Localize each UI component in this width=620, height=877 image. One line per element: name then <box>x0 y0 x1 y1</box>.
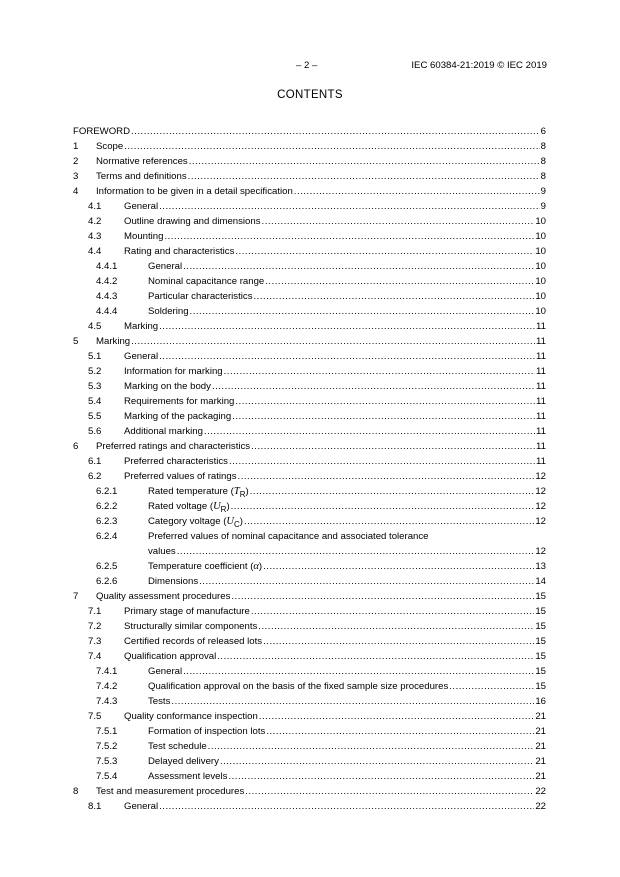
toc-row[interactable] <box>73 619 546 634</box>
toc-page-number: 11 <box>536 336 546 347</box>
toc-page-number: 14 <box>535 576 546 587</box>
toc-entry-number: 6.2.5 <box>96 561 118 572</box>
toc-entry-number: 5.4 <box>88 396 102 407</box>
toc-entry-number: 6.2.1 <box>96 486 118 497</box>
toc-entry-title: General <box>148 261 183 272</box>
toc-entry-number: 5.3 <box>88 381 102 392</box>
toc-entry <box>124 649 546 664</box>
toc-entry-title: Scope <box>96 141 124 152</box>
dot-leader <box>231 589 534 604</box>
toc-entry-number: 4.4.3 <box>96 291 118 302</box>
toc-entry-title: Category voltage $(U_C)$ <box>148 516 243 529</box>
toc-row[interactable] <box>73 394 546 409</box>
math-symbol: U <box>213 501 221 512</box>
toc-row[interactable] <box>73 754 546 769</box>
toc-row[interactable] <box>73 664 546 679</box>
toc-entry <box>96 589 546 604</box>
toc-row[interactable] <box>73 679 546 694</box>
toc-entry <box>124 454 546 469</box>
toc-page-number: 21 <box>535 756 546 767</box>
toc-entry-title: General <box>124 351 159 362</box>
toc-page-number: 10 <box>535 216 546 227</box>
toc-row[interactable] <box>73 784 546 799</box>
toc-entry-title-continued: values <box>148 546 176 557</box>
toc-entry-number: 7.4.2 <box>96 681 118 692</box>
toc-row[interactable] <box>73 214 546 229</box>
dot-leader <box>262 214 535 229</box>
toc-page-number: 10 <box>535 261 546 272</box>
toc-entry-title: Rated temperature $(T_R)$ <box>148 486 249 499</box>
toc-entry <box>148 289 546 304</box>
toc-page-number: 9 <box>540 186 546 197</box>
toc-entry-number: 6.2.2 <box>96 501 118 512</box>
toc-entry-number: 7.5.3 <box>96 756 118 767</box>
dot-leader <box>159 799 534 814</box>
toc-row[interactable] <box>73 604 546 619</box>
toc-entry <box>124 244 546 259</box>
toc-row[interactable] <box>73 499 546 514</box>
toc-entry-number: 5.6 <box>88 426 102 437</box>
toc-entry <box>148 694 546 709</box>
toc-entry <box>124 379 546 394</box>
dot-leader <box>265 274 534 289</box>
toc-entry-title: Marking <box>124 321 159 332</box>
toc-entry-title: Quality assessment procedures <box>96 591 231 602</box>
dot-leader <box>204 424 535 439</box>
toc-page-number: 10 <box>535 276 546 287</box>
toc-entry <box>148 769 546 784</box>
toc-page-number: 11 <box>536 441 546 452</box>
toc-entry-title: Preferred ratings and characteristics <box>96 441 251 452</box>
dot-leader <box>259 709 534 724</box>
toc-page-number: 21 <box>535 771 546 782</box>
toc-row[interactable] <box>73 289 546 304</box>
toc-row[interactable] <box>73 274 546 289</box>
toc-entry <box>148 559 546 574</box>
toc-entry-number: 7.5.4 <box>96 771 118 782</box>
dot-leader <box>159 349 535 364</box>
toc-page-number: 21 <box>535 711 546 722</box>
toc-row[interactable] <box>73 319 546 334</box>
toc-entry-number: 4.1 <box>88 201 102 212</box>
dot-leader <box>164 229 534 244</box>
toc-entry-title: Primary stage of manufacture <box>124 606 250 617</box>
toc-entry-title: Preferred values of ratings <box>124 471 237 482</box>
toc-entry-title: Rating and characteristics <box>124 246 235 257</box>
toc-entry <box>124 604 546 619</box>
toc-entry-title: Soldering <box>148 306 189 317</box>
toc-entry <box>124 469 546 484</box>
toc-entry <box>124 634 546 649</box>
toc-page-number: 10 <box>535 231 546 242</box>
toc-row[interactable] <box>73 364 546 379</box>
toc-entry <box>148 274 546 289</box>
toc-entry-title: Information to be given in a detail specification <box>96 186 293 197</box>
toc-entry-title: Test schedule <box>148 741 207 752</box>
toc-row[interactable] <box>73 589 546 604</box>
toc-entry-number: 7.2 <box>88 621 102 632</box>
toc-entry-number: 7.4.1 <box>96 666 118 677</box>
toc-row[interactable] <box>73 199 546 214</box>
dot-leader <box>124 139 539 154</box>
toc-page-number: 11 <box>536 396 546 407</box>
toc-row[interactable] <box>73 469 546 484</box>
math-symbol: U <box>226 516 234 527</box>
dot-leader <box>294 184 540 199</box>
toc-entry-title: Test and measurement procedures <box>96 786 245 797</box>
toc-entry-number: 7.5 <box>88 711 102 722</box>
toc-entry-title: Quality conformance inspection <box>124 711 258 722</box>
toc-page-number: 11 <box>536 366 546 377</box>
toc-page-number: 15 <box>535 666 546 677</box>
toc-entry <box>96 154 546 169</box>
dot-leader <box>235 244 534 259</box>
toc-page-number: 12 <box>535 471 546 482</box>
toc-row[interactable] <box>73 124 546 139</box>
toc-entry-title: General <box>124 801 159 812</box>
dot-leader <box>251 439 535 454</box>
toc-entry <box>148 724 546 739</box>
dot-leader <box>228 769 534 784</box>
dot-leader <box>251 604 534 619</box>
toc-row[interactable] <box>73 454 546 469</box>
toc-page-number: 21 <box>535 741 546 752</box>
toc-entry <box>124 619 546 634</box>
toc-entry-number: 5 <box>73 336 79 347</box>
dot-leader <box>212 379 535 394</box>
toc-row[interactable] <box>73 799 546 814</box>
toc-entry <box>96 784 546 799</box>
toc-entry-title: Tests <box>148 696 171 707</box>
math-subscript: R <box>239 489 246 499</box>
toc-entry <box>96 439 546 454</box>
toc-row[interactable] <box>73 139 546 154</box>
toc-entry-title: Preferred characteristics <box>124 456 228 467</box>
toc-row[interactable] <box>73 379 546 394</box>
toc-entry <box>124 199 546 214</box>
toc-entry-title: Dimensions <box>148 576 199 587</box>
dot-leader <box>245 784 534 799</box>
dot-leader <box>183 259 534 274</box>
dot-leader <box>449 679 534 694</box>
toc-entry-title: Qualification approval on the basis of the fixed sample size procedures <box>148 681 449 692</box>
toc-row[interactable] <box>73 409 546 424</box>
toc-entry-title: Normative references <box>96 156 188 167</box>
toc-entry <box>148 529 546 559</box>
toc-page-number: 15 <box>535 651 546 662</box>
toc-entry <box>148 664 546 679</box>
toc-entry-title: Terms and definitions <box>96 171 187 182</box>
toc-entry-number: 7 <box>73 591 79 602</box>
toc-row[interactable] <box>73 559 546 574</box>
toc-entry-number: 4.4 <box>88 246 102 257</box>
toc-entry <box>124 424 546 439</box>
toc-entry <box>124 214 546 229</box>
toc-page-number: 9 <box>540 201 546 212</box>
page-number: – 2 – <box>296 60 318 71</box>
toc-entry-title: Structurally similar components <box>124 621 258 632</box>
toc-row[interactable] <box>73 439 546 454</box>
toc-entry-number: 5.5 <box>88 411 102 422</box>
math-subscript: C <box>233 519 240 529</box>
dot-leader <box>263 634 534 649</box>
dot-leader <box>159 319 535 334</box>
toc-entry-title: Rated voltage $(U_R)$ <box>148 501 230 514</box>
toc-entry-title: Mounting <box>124 231 164 242</box>
toc-entry-number: 4.3 <box>88 231 102 242</box>
toc-entry-number: 5.2 <box>88 366 102 377</box>
toc-entry-title: Additional marking <box>124 426 203 437</box>
toc-entry-number: 7.1 <box>88 606 102 617</box>
toc-entry-title: Qualification approval <box>124 651 217 662</box>
toc-entry-title: FOREWORD <box>73 126 131 137</box>
toc-row[interactable] <box>73 724 546 739</box>
toc-entry-number: 1 <box>73 141 79 152</box>
dot-leader <box>183 664 534 679</box>
toc-row[interactable] <box>73 334 546 349</box>
table-of-contents <box>73 124 546 814</box>
toc-row[interactable] <box>73 739 546 754</box>
toc-entry-title: Requirements for marking <box>124 396 235 407</box>
toc-page-number: 16 <box>535 696 546 707</box>
toc-entry <box>148 304 546 319</box>
toc-entry-title: General <box>124 201 159 212</box>
toc-page-number: 12 <box>535 516 546 527</box>
toc-entry-title: Marking <box>96 336 131 347</box>
toc-entry-number: 7.4 <box>88 651 102 662</box>
toc-entry-title: Delayed delivery <box>148 756 219 767</box>
dot-leader <box>258 619 534 634</box>
toc-entry-number: 8 <box>73 786 79 797</box>
dot-leader <box>254 289 535 304</box>
toc-entry-title: Information for marking <box>124 366 223 377</box>
dot-leader <box>171 694 534 709</box>
toc-entry <box>148 259 546 274</box>
toc-entry-number: 5.1 <box>88 351 102 362</box>
toc-page-number: 12 <box>535 546 546 557</box>
toc-row[interactable] <box>73 169 546 184</box>
toc-page-number: 11 <box>536 351 546 362</box>
toc-page-number: 15 <box>535 681 546 692</box>
toc-row[interactable] <box>73 574 546 589</box>
toc-entry-number: 6 <box>73 441 79 452</box>
toc-page-number: 12 <box>535 501 546 512</box>
page-title: CONTENTS <box>277 89 343 101</box>
toc-page-number: 11 <box>536 456 546 467</box>
toc-entry-number: 4.4.1 <box>96 261 118 272</box>
toc-entry-number: 6.1 <box>88 456 102 467</box>
toc-row[interactable] <box>73 349 546 364</box>
toc-entry-number: 6.2.4 <box>96 531 118 542</box>
toc-page-number: 6 <box>540 126 546 137</box>
toc-entry <box>124 319 546 334</box>
toc-entry-number: 4.4.4 <box>96 306 118 317</box>
dot-leader <box>190 304 535 319</box>
toc-entry <box>124 364 546 379</box>
toc-page-number: 12 <box>535 486 546 497</box>
toc-row[interactable] <box>73 229 546 244</box>
dot-leader <box>189 154 540 169</box>
toc-page-number: 22 <box>535 786 546 797</box>
dot-leader <box>131 334 535 349</box>
toc-entry <box>124 349 546 364</box>
toc-page-number: 21 <box>535 726 546 737</box>
document-reference: IEC 60384-21:2019 © IEC 2019 <box>411 60 547 71</box>
dot-leader <box>131 124 540 139</box>
toc-entry <box>96 184 546 199</box>
toc-entry <box>124 799 546 814</box>
toc-entry-number: 2 <box>73 156 79 167</box>
dot-leader <box>159 199 540 214</box>
toc-entry-number: 4 <box>73 186 79 197</box>
dot-leader <box>244 514 534 529</box>
math-symbol: T <box>233 486 240 497</box>
toc-page-number: 10 <box>535 246 546 257</box>
toc-entry <box>148 739 546 754</box>
toc-entry-number: 7.4.3 <box>96 696 118 707</box>
toc-row[interactable] <box>73 514 546 529</box>
toc-row[interactable] <box>73 649 546 664</box>
toc-entry-title: Outline drawing and dimensions <box>124 216 261 227</box>
toc-entry-number: 4.4.2 <box>96 276 118 287</box>
toc-row[interactable] <box>73 709 546 724</box>
toc-page-number: 15 <box>535 636 546 647</box>
dot-leader <box>266 724 534 739</box>
toc-entry-title: Formation of inspection lots <box>148 726 266 737</box>
toc-entry-number: 7.5.1 <box>96 726 118 737</box>
toc-entry-number: 4.5 <box>88 321 102 332</box>
toc-entry <box>96 139 546 154</box>
toc-page-number: 10 <box>535 306 546 317</box>
toc-page-number: 8 <box>540 171 546 182</box>
toc-entry <box>124 709 546 724</box>
dot-leader <box>220 754 534 769</box>
toc-entry <box>96 169 546 184</box>
toc-entry <box>124 394 546 409</box>
dot-leader <box>231 499 535 514</box>
toc-row[interactable] <box>73 184 546 199</box>
toc-row[interactable] <box>73 424 546 439</box>
toc-entry-title: General <box>148 666 183 677</box>
toc-entry-title: Assessment levels <box>148 771 228 782</box>
toc-row[interactable] <box>73 634 546 649</box>
toc-entry <box>124 409 546 424</box>
dot-leader <box>188 169 540 184</box>
toc-page-number: 11 <box>536 426 546 437</box>
toc-entry-number: 6.2.3 <box>96 516 118 527</box>
toc-entry-title: Nominal capacitance range <box>148 276 265 287</box>
toc-page-number: 22 <box>535 801 546 812</box>
toc-page-number: 8 <box>540 141 546 152</box>
toc-entry-title: Marking of the packaging <box>124 411 232 422</box>
toc-page-number: 15 <box>535 621 546 632</box>
dot-leader <box>263 559 534 574</box>
toc-row[interactable] <box>73 694 546 709</box>
toc-entry <box>124 229 546 244</box>
toc-entry-title: Temperature coefficient (α) <box>148 561 263 572</box>
toc-entry <box>73 124 546 139</box>
dot-leader <box>232 409 535 424</box>
toc-entry-title: Certified records of released lots <box>124 636 263 647</box>
toc-page-number: 11 <box>536 381 546 392</box>
toc-entry-number: 3 <box>73 171 79 182</box>
dot-leader <box>208 739 535 754</box>
toc-entry <box>96 334 546 349</box>
toc-entry <box>148 679 546 694</box>
toc-row[interactable] <box>73 304 546 319</box>
dot-leader <box>235 394 535 409</box>
toc-entry-number: 8.1 <box>88 801 102 812</box>
toc-row[interactable] <box>73 154 546 169</box>
toc-page-number: 13 <box>535 561 546 572</box>
toc-row[interactable] <box>73 529 546 559</box>
toc-entry-title: Particular characteristics <box>148 291 253 302</box>
toc-page-number: 15 <box>535 606 546 617</box>
math-subscript: R <box>220 504 227 514</box>
toc-row[interactable] <box>73 259 546 274</box>
toc-entry-number: 4.2 <box>88 216 102 227</box>
toc-page-number: 11 <box>536 411 546 422</box>
toc-page-number: 15 <box>535 591 546 602</box>
toc-row[interactable] <box>73 244 546 259</box>
dot-leader <box>177 544 535 559</box>
toc-entry-title: Preferred values of nominal capacitance and associated tolerance <box>148 531 429 542</box>
toc-entry-number: 7.3 <box>88 636 102 647</box>
math-symbol: α <box>253 561 259 572</box>
dot-leader <box>224 364 535 379</box>
toc-entry-number: 7.5.2 <box>96 741 118 752</box>
toc-entry-title: Marking on the body <box>124 381 211 392</box>
toc-page-number: 11 <box>536 321 546 332</box>
dot-leader <box>238 469 535 484</box>
toc-page-number: 8 <box>540 156 546 167</box>
toc-row[interactable] <box>73 769 546 784</box>
toc-entry <box>148 754 546 769</box>
page-header <box>0 60 620 74</box>
dot-leader <box>250 484 535 499</box>
dot-leader <box>229 454 535 469</box>
toc-entry-number: 6.2.6 <box>96 576 118 587</box>
toc-entry <box>148 574 546 589</box>
toc-row[interactable] <box>73 484 546 499</box>
dot-leader <box>199 574 534 589</box>
toc-page-number: 10 <box>535 291 546 302</box>
toc-entry-number: 6.2 <box>88 471 102 482</box>
dot-leader <box>217 649 534 664</box>
